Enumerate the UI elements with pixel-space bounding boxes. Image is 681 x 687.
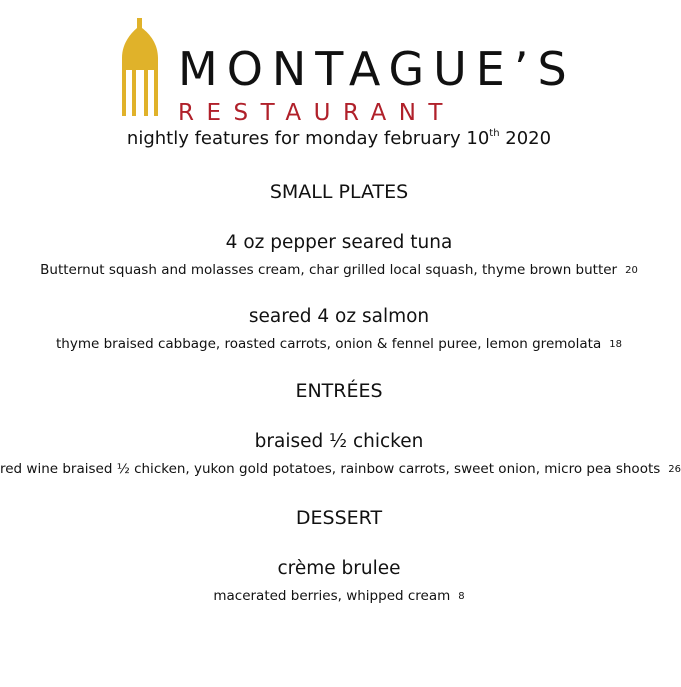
dish-description-row <box>0 461 681 477</box>
dish-price: 18 <box>609 339 622 350</box>
restaurant-logo <box>120 18 576 126</box>
brand-name: MONTAGUE’S <box>178 42 576 96</box>
dish-name: seared 4 oz salmon <box>248 306 430 327</box>
dish-description: macerated berries, whipped cream <box>213 588 451 604</box>
dish-description-row <box>0 588 678 604</box>
dish-description: Butternut squash and molasses cream, char grilled local squash, thyme brown butter <box>40 262 618 278</box>
dish-price: 26 <box>668 464 681 475</box>
features-heading <box>0 128 678 149</box>
section-title-dessert: DESSERT <box>295 507 383 529</box>
section-title-small-plates: SMALL PLATES <box>269 181 409 203</box>
features-superscript: th <box>489 128 500 139</box>
features-text: nightly features for monday february 10 <box>126 128 490 149</box>
brand-subtitle: RESTAURANT <box>178 100 455 126</box>
dish-description: thyme braised cabbage, roasted carrots, onion & fennel puree, lemon gremolata <box>56 336 602 352</box>
features-year: 2020 <box>499 128 552 149</box>
dish-price: 8 <box>458 591 465 602</box>
dish-name: 4 oz pepper seared tuna <box>225 232 453 253</box>
fork-logo-icon <box>120 18 160 118</box>
dish-name: braised ½ chicken <box>254 431 424 452</box>
dish-description-row <box>0 262 678 278</box>
section-title-entrees: ENTRÉES <box>295 380 383 402</box>
dish-description: red wine braised ½ chicken, yukon gold potatoes, rainbow carrots, sweet onion, micro pea shoots <box>0 461 661 477</box>
dish-name: crème brulee <box>277 558 401 579</box>
dish-price: 20 <box>625 265 638 276</box>
dish-description-row <box>0 336 678 352</box>
